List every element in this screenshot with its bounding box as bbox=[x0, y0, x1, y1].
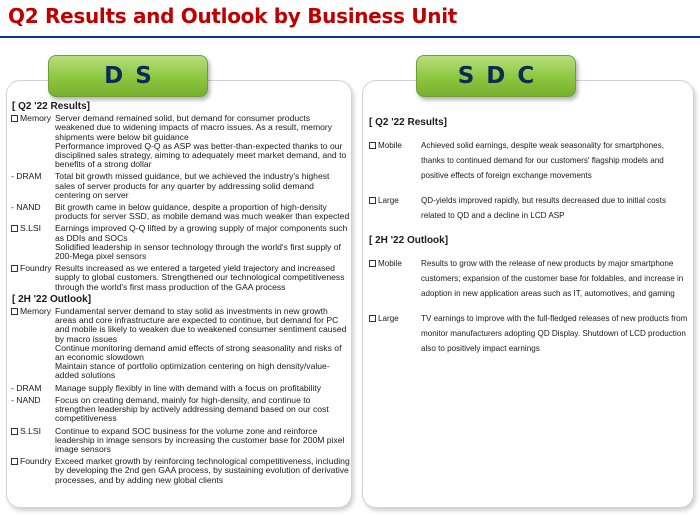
ds-tab: DS bbox=[48, 55, 208, 97]
checkbox-icon bbox=[369, 197, 376, 204]
item-label: - NAND bbox=[11, 202, 41, 213]
item-text: Manage supply flexibly in line with demand with a focus on profitability bbox=[55, 382, 322, 393]
item-text: QD-yields improved rapidly, but results decreased due to initial costs related to QD and a decline in LCD ASP bbox=[421, 196, 667, 220]
item-label: Large bbox=[369, 193, 421, 223]
list-item bbox=[369, 256, 689, 301]
list-item bbox=[11, 264, 351, 292]
list-item bbox=[11, 457, 351, 485]
item-label: Large bbox=[369, 311, 421, 356]
list-item bbox=[11, 396, 351, 424]
sdc-tab: SDC bbox=[416, 55, 576, 97]
sdc-results-list bbox=[369, 138, 689, 223]
sdc-results-heading: [ Q2 '22 Results] bbox=[369, 117, 447, 128]
item-label: S.LSI bbox=[11, 224, 55, 261]
list-item bbox=[11, 384, 351, 393]
item-text: Results increased as we entered a targeted yield trajectory and increased supply to global customers. Strengthened our technological competitiveness through the world's first mass production of the GAA process bbox=[55, 263, 345, 292]
list-item bbox=[369, 138, 689, 183]
checkbox-icon bbox=[11, 308, 18, 315]
list-item bbox=[11, 224, 351, 261]
item-text: Exceed market growth by reinforcing technological competitiveness, including by developing the 2nd gen GAA process, by sustaining evolution of derivative processes, and by adding new global clients bbox=[55, 456, 350, 485]
ds-results-heading: [ Q2 '22 Results] bbox=[12, 101, 90, 112]
item-text: TV earnings to improve with the full-fledged releases of new products from monitor manufacturers adopting QD Display. Shutdown of LCD production also to positively impact earnings bbox=[421, 314, 688, 353]
list-item bbox=[11, 203, 351, 221]
item-label: Memory bbox=[11, 307, 55, 381]
sdc-outlook-list bbox=[369, 256, 689, 356]
list-item bbox=[11, 172, 351, 200]
item-text: Fundamental server demand to stay solid as investments in new growth areas and core infrastructure are expected to continue, but demand for PC and mobile is likely to weaken due to weakened consumer sentiment caused by macro issues Continue monitoring demand amid effects of strong seasonality and risks of an economic slowdown Maintain stance of portfolio optimization centering on high density/value-added solutions bbox=[55, 306, 347, 381]
list-item bbox=[11, 307, 351, 381]
item-text: Focus on creating demand, mainly for high-density, and continue to strengthen leadership by actively addressing demand based on our cost competitiveness bbox=[55, 394, 329, 424]
sdc-content bbox=[369, 115, 689, 366]
item-label: Foundry bbox=[11, 457, 55, 485]
sdc-panel bbox=[362, 80, 694, 508]
item-label: - DRAM bbox=[11, 382, 42, 393]
item-label: - NAND bbox=[11, 394, 41, 405]
item-text: Continue to expand SOC business for the volume zone and reinforce leadership in image sensors by increasing the customer base for 200M pixel image sensors bbox=[55, 425, 345, 454]
ds-panel bbox=[6, 80, 352, 508]
list-item bbox=[369, 193, 689, 223]
list-item bbox=[11, 427, 351, 455]
item-text: Server demand remained solid, but demand for consumer products weakened due to widening impacts of macro issues. As a result, memory shipments were below bit guidance Performance improved Q-Q as ASP was better-than-expected thanks to our disciplined sales strategy, aiming to adequately meet market demand, and to benefits of a strong dollar bbox=[55, 113, 347, 170]
checkbox-icon bbox=[369, 315, 376, 322]
checkbox-icon bbox=[11, 225, 18, 232]
ds-outlook-list bbox=[11, 307, 351, 485]
item-text: Results to grow with the release of new products by major smartphone customers; expansion of the customer base for foldables, and increase in adoption in new application areas such as IT, automotives, and gaming bbox=[421, 259, 684, 298]
sdc-outlook-heading: [ 2H '22 Outlook] bbox=[369, 235, 449, 246]
item-label: - DRAM bbox=[11, 171, 42, 182]
ds-results-list bbox=[11, 114, 351, 292]
item-text: Achieved solid earnings, despite weak seasonality for smartphones, thanks to continued demand for our customers' flagship models and positive effects of foreign exchange movements bbox=[421, 141, 664, 180]
checkbox-icon bbox=[11, 115, 18, 122]
checkbox-icon bbox=[11, 458, 18, 465]
list-item bbox=[11, 114, 351, 169]
ds-outlook-heading: [ 2H '22 Outlook] bbox=[12, 293, 92, 305]
item-text: Earnings improved Q-Q lifted by a growing supply of major components such as DDIs and SOCs Solidified leadership in sensor technology through the world's first supply of 200-Mega pixel sensors bbox=[55, 223, 348, 262]
item-text: Total bit growth missed guidance, but we achieved the industry's highest sales of server products for any quarter by addressing solid demand centering on server bbox=[55, 171, 330, 200]
list-item bbox=[369, 311, 689, 356]
item-label: Memory bbox=[11, 114, 55, 169]
checkbox-icon bbox=[369, 142, 376, 149]
title-divider bbox=[0, 36, 700, 38]
item-label: Mobile bbox=[369, 138, 421, 183]
item-label: Mobile bbox=[369, 256, 421, 301]
checkbox-icon bbox=[11, 428, 18, 435]
checkbox-icon bbox=[11, 265, 18, 272]
ds-content bbox=[11, 101, 351, 488]
page-title: Q2 Results and Outlook by Business Unit bbox=[8, 4, 458, 28]
checkbox-icon bbox=[369, 260, 376, 267]
item-label: Foundry bbox=[11, 264, 55, 292]
item-text: Bit growth came in below guidance, despite a proportion of high-density products for server SSD, as mobile demand was much weaker than expected bbox=[55, 202, 350, 222]
item-label: S.LSI bbox=[11, 427, 55, 455]
